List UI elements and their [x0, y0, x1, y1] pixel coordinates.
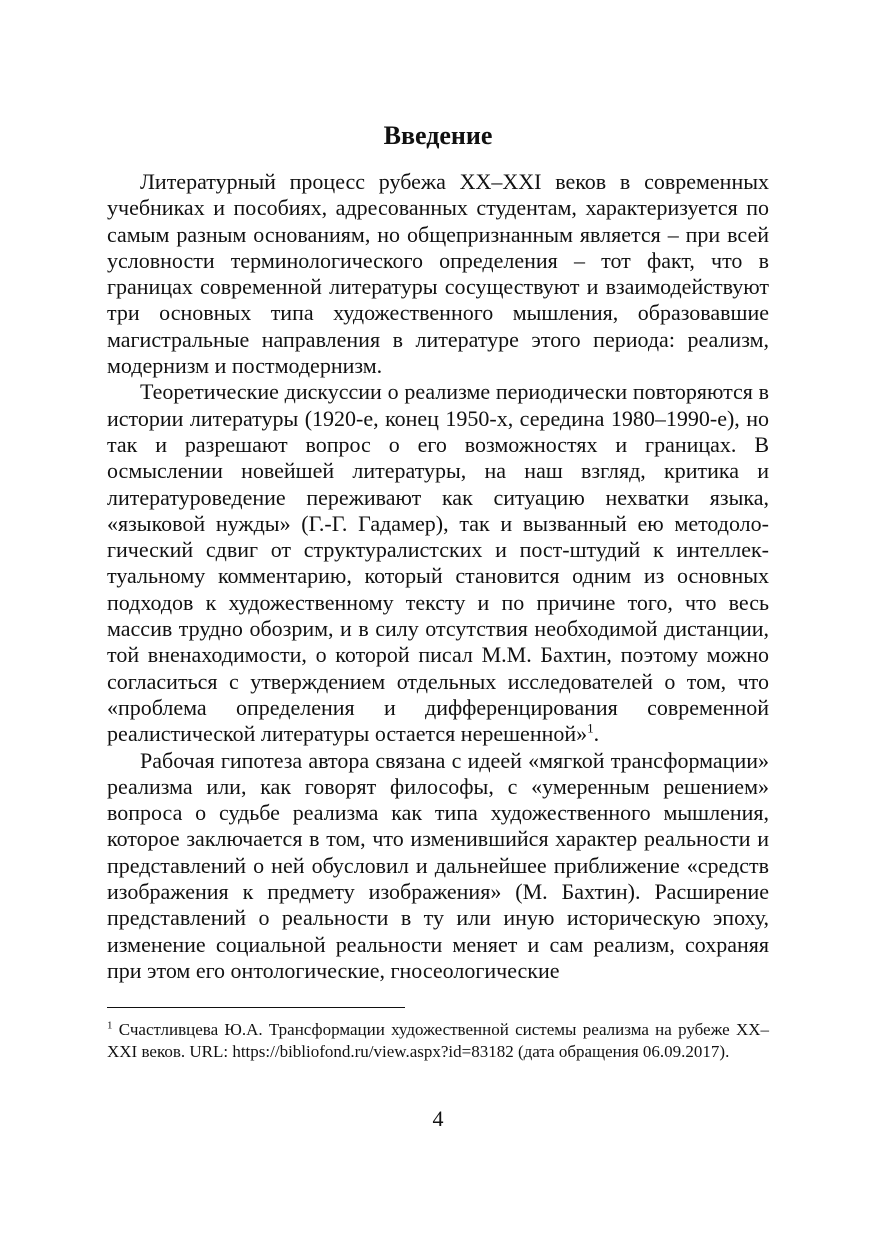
book-page [107, 0, 769, 1240]
paragraph-1-text: Литературный процесс рубежа XX–XXI веков в современных учебниках и пособиях, адресованных студентам, характеризуется по самым разным основаниям, но общепризнанным является – при всей условности терминологического определения – тот факт, что в границах современной литературы сосуществуют и взаимодействуют три основных типа художественного мышления, образовавшие магистральные направления в литературе этого периода: реализм, модернизм и постмодернизм. [107, 169, 769, 379]
paragraph-2 [107, 379, 769, 747]
paragraph-2-tail: . [593, 721, 600, 747]
body-text [107, 169, 769, 984]
footnote [107, 1019, 769, 1062]
footnote-text: Счастливцева Ю.А. Трансформации художественной системы реализма на рубеже XX–XXI веков. URL: https://bibliofond.ru/view.aspx?id=83182 (дата обращения 06.09.2017). [107, 1020, 769, 1061]
footnote-number: 1 [107, 1019, 113, 1032]
footnote-reference: 1 [587, 720, 594, 736]
footnote-divider [107, 1007, 405, 1008]
page-title: Введение [383, 121, 493, 150]
paragraph-2-text: Теоретические дискуссии о реализме периодически повторяются в истории литературы (1920-е, конец 1950-х, середина 1980–1990-е), но так и разрешают вопрос о его возможностях и границах. В осмыслении новейшей литературы, на наш взгляд, критика и литературоведение переживают как ситуацию нехватки языка, «языковой нужды» (Г.-Г. Гадамер), так и вызванный ею методологический сдвиг от структуралистских и пост-штудий к интеллектуальному комментарию, который становится одним из основных подходов к художественному тексту и по причине того, что весь массив трудно обозрим, и в силу отсутствия необходимой дистанции, той вненаходимости, о которой писал М.М. Бахтин, поэтому можно согласиться с утверждением отдельных исследователей о том, что «проблема определения и дифференцирования современной реалистической литературы остается нерешенной» [107, 379, 769, 747]
paragraph-1 [107, 169, 769, 379]
paragraph-3 [107, 748, 769, 985]
page-number: 4 [432, 1106, 444, 1131]
paragraph-3-text: Рабочая гипотеза автора связана с идеей «мягкой трансформации» реализма или, как говорят философы, с «умеренным решением» вопроса о судьбе реализма как типа художественного мышления, которое заключается в том, что изменившийся характер реальности и представлений о ней обусловил и дальнейшее приближение «средств изображения к предмету изображения» (М. Бахтин). Расширение представлений о реальности в ту или иную историческую эпоху, изменение социальной реальности меняет и сам реализм, сохраняя при этом его онтологические, гносеологические [107, 747, 769, 983]
